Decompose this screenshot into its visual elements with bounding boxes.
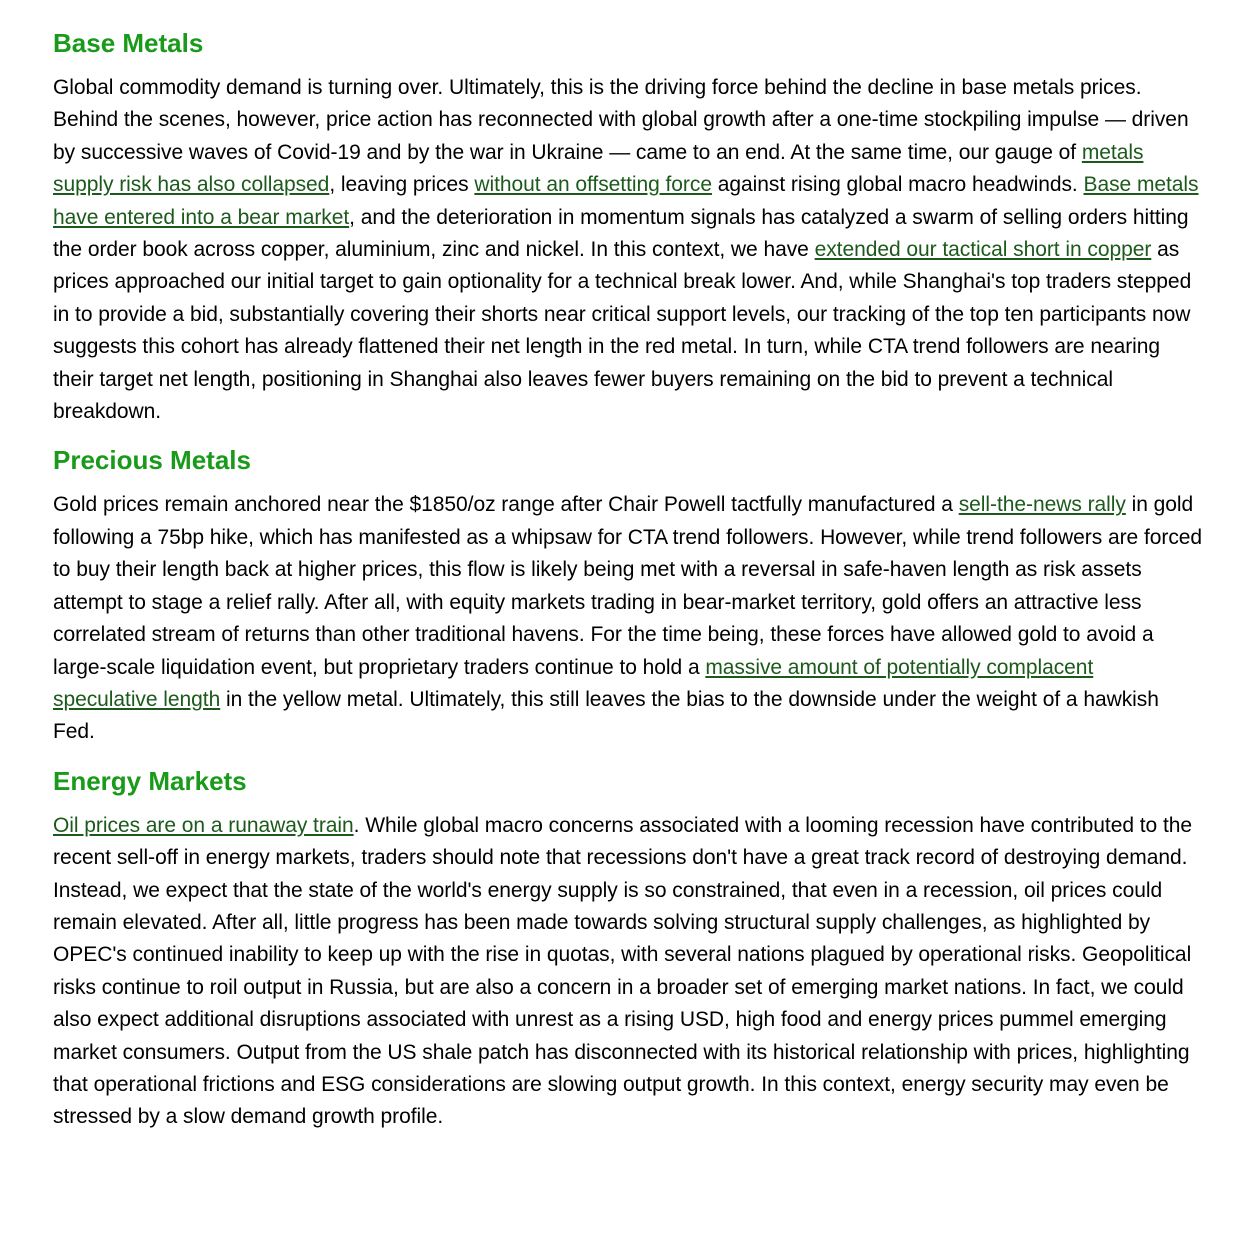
section-energy-markets	[53, 762, 1203, 1134]
text-run: , and the deterioration in momentum signals has catalyzed a swarm of selling orders hitting the order book across copper, aluminium, zinc and nickel. In this context, we have	[53, 205, 1189, 262]
link-oil-runaway-train[interactable]: Oil prices are on a runaway train	[53, 813, 354, 837]
text-run: Global commodity demand is turning over. Ultimately, this is the driving force behind the decline in base metals prices. Behind the scenes, however, price action has reconnected with global growth after a one-time stockpiling impulse — driven by successive waves of Covid-19 and by the war in Ukraine — came to an end. At the same time, our gauge of	[53, 76, 1189, 164]
text-run: , leaving prices	[329, 173, 475, 197]
text-run: in the yellow metal. Ultimately, this still leaves the bias to the downside under the weight of a hawkish Fed.	[53, 687, 1159, 744]
document-body	[53, 24, 1203, 1147]
link-without-offsetting-force[interactable]: without an offsetting force	[474, 173, 712, 197]
text-run: . While global macro concerns associated with a looming recession have contributed to the recent sell-off in energy markets, traders should note that recessions don't have a great track record of destroying demand. Instead, we expect that the state of the world's energy supply is so constrained, that even in a recession, oil prices could remain elevated. After all, little progress has been made towards solving structural supply challenges, as highlighted by OPEC's continued inability to keep up with the rise in quotas, with several nations plagued by operational risks. Geopolitical risks continue to roil output in Russia, but are also a concern in a broader set of emerging market nations. In fact, we could also expect additional disruptions associated with unrest as a rising USD, high food and energy prices pummel emerging market consumers. Output from the US shale patch has disconnected with its historical relationship with prices, highlighting that operational frictions and ESG considerations are slowing output growth. In this context, energy security may even be stressed by a slow demand growth profile.	[53, 813, 1192, 1129]
link-speculative-length[interactable]: massive amount of potentially complacent speculative length	[53, 655, 1094, 711]
text-run: Gold prices remain anchored near the $1850/oz range after Chair Powell tactfully manufactured a	[53, 493, 959, 517]
link-tactical-short-copper[interactable]: extended our tactical short in copper	[814, 238, 1152, 262]
text-run: in gold following a 75bp hike, which has manifested as a whipsaw for CTA trend followers. However, while trend followers are forced to buy their length back at higher prices, this flow is likely being met with a reversal in safe-haven length as risk assets attempt to stage a relief rally. After all, with equity markets trading in bear-market territory, gold offers an attractive less correlated stream of returns than other traditional havens. For the time being, these forces have allowed gold to avoid a large-scale liquidation event, but proprietary traders continue to hold a	[53, 493, 1203, 679]
section-heading: Precious Metals	[53, 445, 251, 476]
link-sell-the-news-rally[interactable]: sell-the-news rally	[958, 493, 1126, 517]
section-heading: Energy Markets	[53, 765, 247, 796]
section-paragraph	[53, 489, 1203, 748]
link-metals-supply-risk[interactable]: metals supply risk has also collapsed	[53, 140, 1144, 197]
section-paragraph	[53, 72, 1203, 428]
section-precious-metals	[53, 441, 1203, 748]
section-heading: Base Metals	[53, 28, 204, 58]
section-base-metals	[53, 24, 1203, 428]
text-run: against rising global macro headwinds.	[711, 173, 1084, 197]
section-paragraph	[53, 810, 1203, 1134]
text-run: as prices approached our initial target to gain optionality for a technical break lower. And, while Shanghai's top traders stepped in to provide a bid, substantially covering their shorts near critical support levels, our tracking of the top ten participants now suggests this cohort has already flattened their net length in the red metal. In turn, while CTA trend followers are nearing their target net length, positioning in Shanghai also leaves fewer buyers remaining on the bid to prevent a technical breakdown.	[53, 238, 1192, 424]
link-bear-market[interactable]: Base metals have entered into a bear market	[53, 173, 1199, 229]
